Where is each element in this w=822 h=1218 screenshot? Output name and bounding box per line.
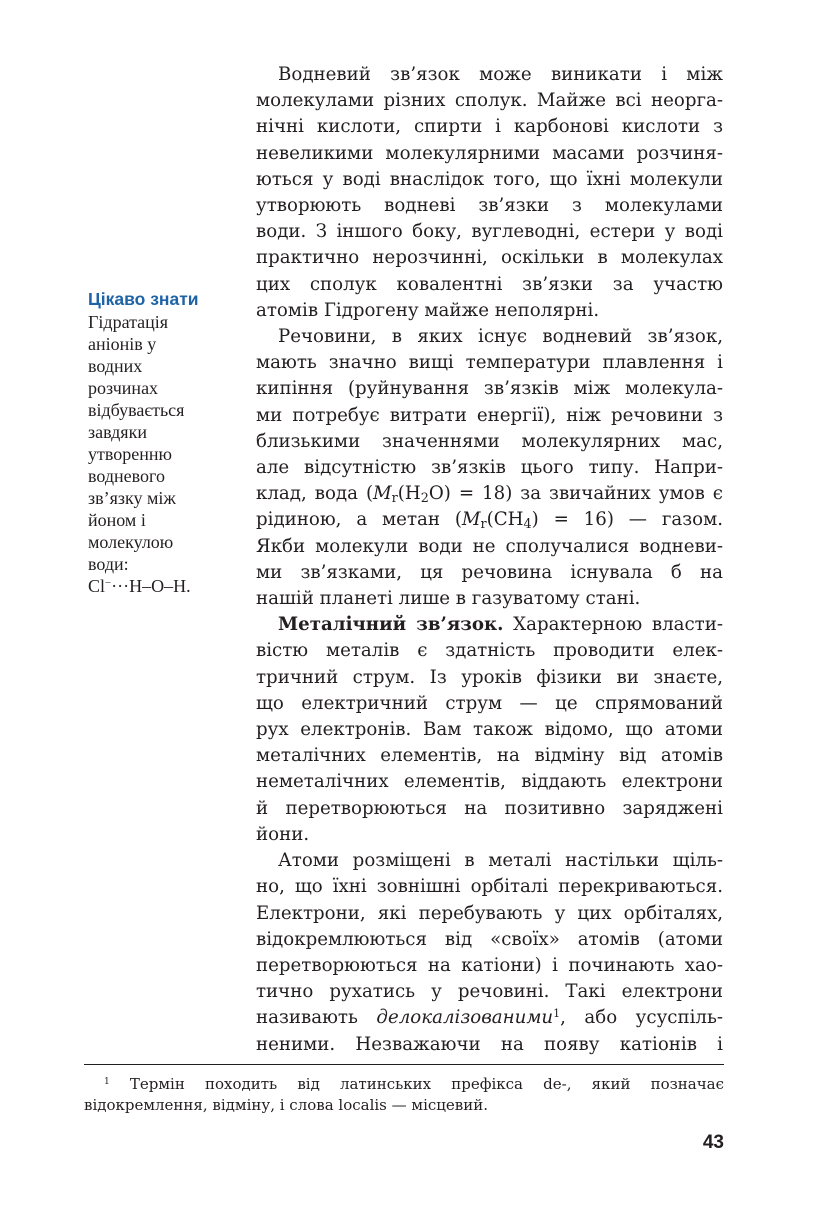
text-line: неметалічних елементів, віддають електрони [256, 771, 723, 793]
text-line: неними. Незважаючи на появу катіонів і [256, 1033, 723, 1055]
footnote-line: відокремлення, відміну, і слова localis — місцевий. [84, 1096, 489, 1114]
sidebar-line: аніонів у [88, 334, 157, 354]
text-line: ми зв’язками, ця речовина існувала б на [256, 561, 723, 583]
sidebar-line: розчинах [88, 378, 159, 398]
sidebar-line: молекулою [88, 532, 174, 552]
metallic-bond-term: Металічний зв’язок. [278, 614, 504, 636]
text-line: нічні кислоти, спирти і карбонові кислоти з [256, 116, 723, 138]
footnote-ref: 1 [553, 1007, 561, 1021]
text-line: невеликими молекулярними масами розчиня- [256, 142, 723, 164]
text-line: й перетворюються на позитивно заряджені [256, 797, 723, 819]
text-line-methane-formula: рідиною, а метан $(M_r(CH_4) = 16)$ — газом. [256, 509, 723, 533]
sidebar-line: Гідратація [88, 312, 169, 332]
footnote-line: $^1$ Термін походить від латинських префікса de-, який позначає [104, 1075, 724, 1093]
text-line: Атоми розміщені в металі настільки щіль- [278, 850, 723, 872]
text-line: ми потребує витрати енергії), ніж речовини з [256, 404, 723, 426]
text-line: цих сполук ковалентні зв’язки за участю [256, 273, 723, 295]
footnote-mark: 1 [104, 1077, 110, 1088]
text-line: утворюють водневі зв’язки з молекулами [256, 195, 723, 217]
text-line: но, що їхні зовнішні орбіталі перекриваються. [256, 876, 723, 898]
metallic-bond-heading-line: Металічний зв’язок. Характерною власти- [278, 614, 723, 636]
text-line-delocalized: називають делокалізованими$^1$, або усуспіль- [256, 1007, 723, 1029]
footnote-divider [84, 1064, 724, 1065]
text-line: Речовини, в яких існує водневий зв’язок, [278, 326, 723, 348]
text-line: атомів Гідрогену майже неполярні. [256, 299, 600, 321]
sidebar-line: йоном і [88, 510, 146, 530]
text-line: тично рухатись у речовині. Такі електрони [256, 981, 723, 1003]
formula-bond-chain: ···H–O–H. [111, 576, 191, 596]
text-line: Електрони, які перебувають у цих орбіталях, [256, 902, 723, 924]
text-line: металічних елементів, на відміну від атомів [256, 745, 723, 767]
footnote [84, 1074, 724, 1116]
text-line: тричний струм. Із уроків фізики ви знаєте, [256, 666, 723, 688]
delocalized-term: делокалізованими [376, 1007, 554, 1029]
sidebar-line: водневого [88, 466, 165, 486]
text-line: Водневий зв’язок може виникати і між [278, 64, 723, 85]
text-line: ються у воді внаслідок того, що їхні молекули [256, 168, 723, 190]
sidebar-line: відбувається [88, 400, 185, 420]
text-line: Якби молекули води не сполучалися водневи- [256, 535, 723, 557]
formula-charge: − [105, 577, 112, 590]
text-line: практично нерозчинні, оскільки в молекулах [256, 247, 723, 269]
sidebar-line: утворенню [88, 444, 172, 464]
text-line: мають значно вищі температури плавлення і [256, 352, 723, 374]
sidebar-title: Цікаво знати [88, 289, 199, 309]
text-line: нашій планеті лише в газуватому стані. [256, 588, 641, 610]
text-line: води. З іншого боку, вуглеводні, естери у воді [256, 221, 723, 243]
text-line: близькими значеннями молекулярних мас, [256, 430, 723, 452]
text-line: кипіння (руйнування зв’язків між молекула- [256, 378, 723, 400]
text-line: вістю металів є здатність проводити елек- [256, 640, 723, 662]
hydration-formula [88, 575, 220, 597]
page-number: 43 [702, 1132, 724, 1153]
text-line-water-formula: клад, вода $(M_r(H_2O) = 18)$ за звичайних умов є [256, 483, 723, 507]
text-line: але відсутністю зв’язків цього типу. Напри- [256, 457, 723, 479]
text-line: йони. [256, 823, 310, 845]
text-line: що електричний струм — це спрямований [256, 692, 723, 714]
text-line: рух електронів. Вам також відомо, що атоми [256, 719, 723, 741]
sidebar-note [88, 288, 220, 597]
sidebar-line: зв’язку між [88, 488, 176, 508]
text-line: відокремлюються від «своїх» атомів (атоми [256, 928, 723, 950]
text-line: перетворюються на катіони) і починають хао- [256, 954, 723, 976]
sidebar-line: завдяки [88, 422, 147, 442]
text-line: молекулами різних сполук. Майже всі неорга- [256, 90, 723, 112]
sidebar-line: водних [88, 356, 143, 376]
formula-anion: Cl [88, 576, 106, 596]
sidebar-line: води: [88, 554, 129, 574]
main-text [256, 62, 723, 1058]
